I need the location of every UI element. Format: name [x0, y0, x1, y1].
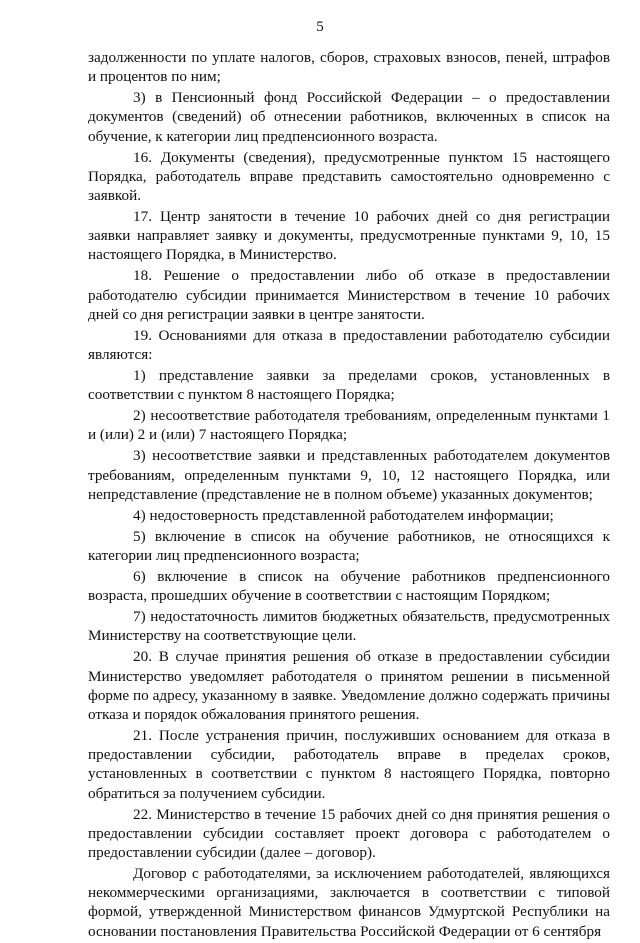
list-item: 1) представление заявки за пределами сроков, установленных в соответствии с пунктом 8 настоящего Порядка; — [88, 367, 610, 404]
list-item: 4) недостоверность представленной работодателем информации; — [133, 506, 554, 524]
paragraph: 17. Центр занятости в течение 10 рабочих дней со дня регистрации заявки направляет заявку и документы, предусмотренные пунктами 9, 10, 15 настоящего Порядка, в Министерство. — [88, 208, 610, 264]
paragraph: 16. Документы (сведения), предусмотренные пунктом 15 настоящего Порядка, работодатель вправе представить самостоятельно одновременно с заявкой. — [88, 148, 610, 205]
page-number: 5 — [316, 19, 324, 35]
paragraph: задолженности по уплате налогов, сборов, страховых взносов, пеней, штрафов и процентов по ним; — [88, 49, 610, 86]
paragraph: 20. В случае принятия решения об отказе в предоставлении субсидии Министерство уведомляет работодателя о принятом решении в письменной форме по адресу, указанному в заявке. Уведомление должно содержать причины отказа и порядок обжалования принятого решения. — [88, 648, 610, 724]
paragraph: 19. Основаниями для отказа в предоставлении работодателю субсидии являются: — [88, 326, 610, 364]
document-body — [88, 48, 610, 943]
list-item: 7) недостаточность лимитов бюджетных обязательств, предусмотренных Министерству на соответствующие цели. — [88, 608, 610, 645]
paragraph: 21. После устранения причин, послуживших основанием для отказа в предоставлении субсидии, работодатель вправе в пределах сроков, установленных в соответствии с пунктом 8 настоящего Порядка, повторно обратиться за получением субсидии. — [88, 727, 610, 802]
paragraph: 18. Решение о предоставлении либо об отказе в предоставлении работодателю субсидии принимается Министерством в течение 10 рабочих дней со дня регистрации заявки в центре занятости. — [88, 267, 610, 323]
list-item: 2) несоответствие работодателя требованиям, определенным пунктами 1 и (или) 2 и (или) 7 настоящего Порядка; — [88, 407, 610, 444]
paragraph: Договор с работодателями, за исключением работодателей, являющихся некоммерческими организациями, заключается в соответствии с типовой формой, утвержденной Министерством финансов Удмуртской Республики на основании постановления Правительства Российской Федерации от 6 сентября — [88, 865, 610, 940]
list-item: 3) несоответствие заявки и представленных работодателем документов требованиям, определенным пунктами 9, 10, 12 настоящего Порядка, или непредставление (представление не в полном объеме) указанных документов; — [88, 447, 610, 503]
paragraph: 22. Министерство в течение 15 рабочих дней со дня принятия решения о предоставлении субсидии составляет проект договора с работодателем о предоставлении субсидии (далее – договор). — [88, 805, 610, 862]
list-item: 5) включение в список на обучение работников, не относящихся к категории лиц предпенсионного возраста; — [88, 527, 610, 565]
paragraph: 3) в Пенсионный фонд Российской Федерации – о предоставлении документов (сведений) об отнесении работников, включенных в список на обучение, к категории лиц предпенсионного возраста. — [88, 89, 610, 145]
list-item: 6) включение в список на обучение работников предпенсионного возраста, прошедших обучение в соответствии с настоящим Порядком; — [88, 568, 610, 605]
